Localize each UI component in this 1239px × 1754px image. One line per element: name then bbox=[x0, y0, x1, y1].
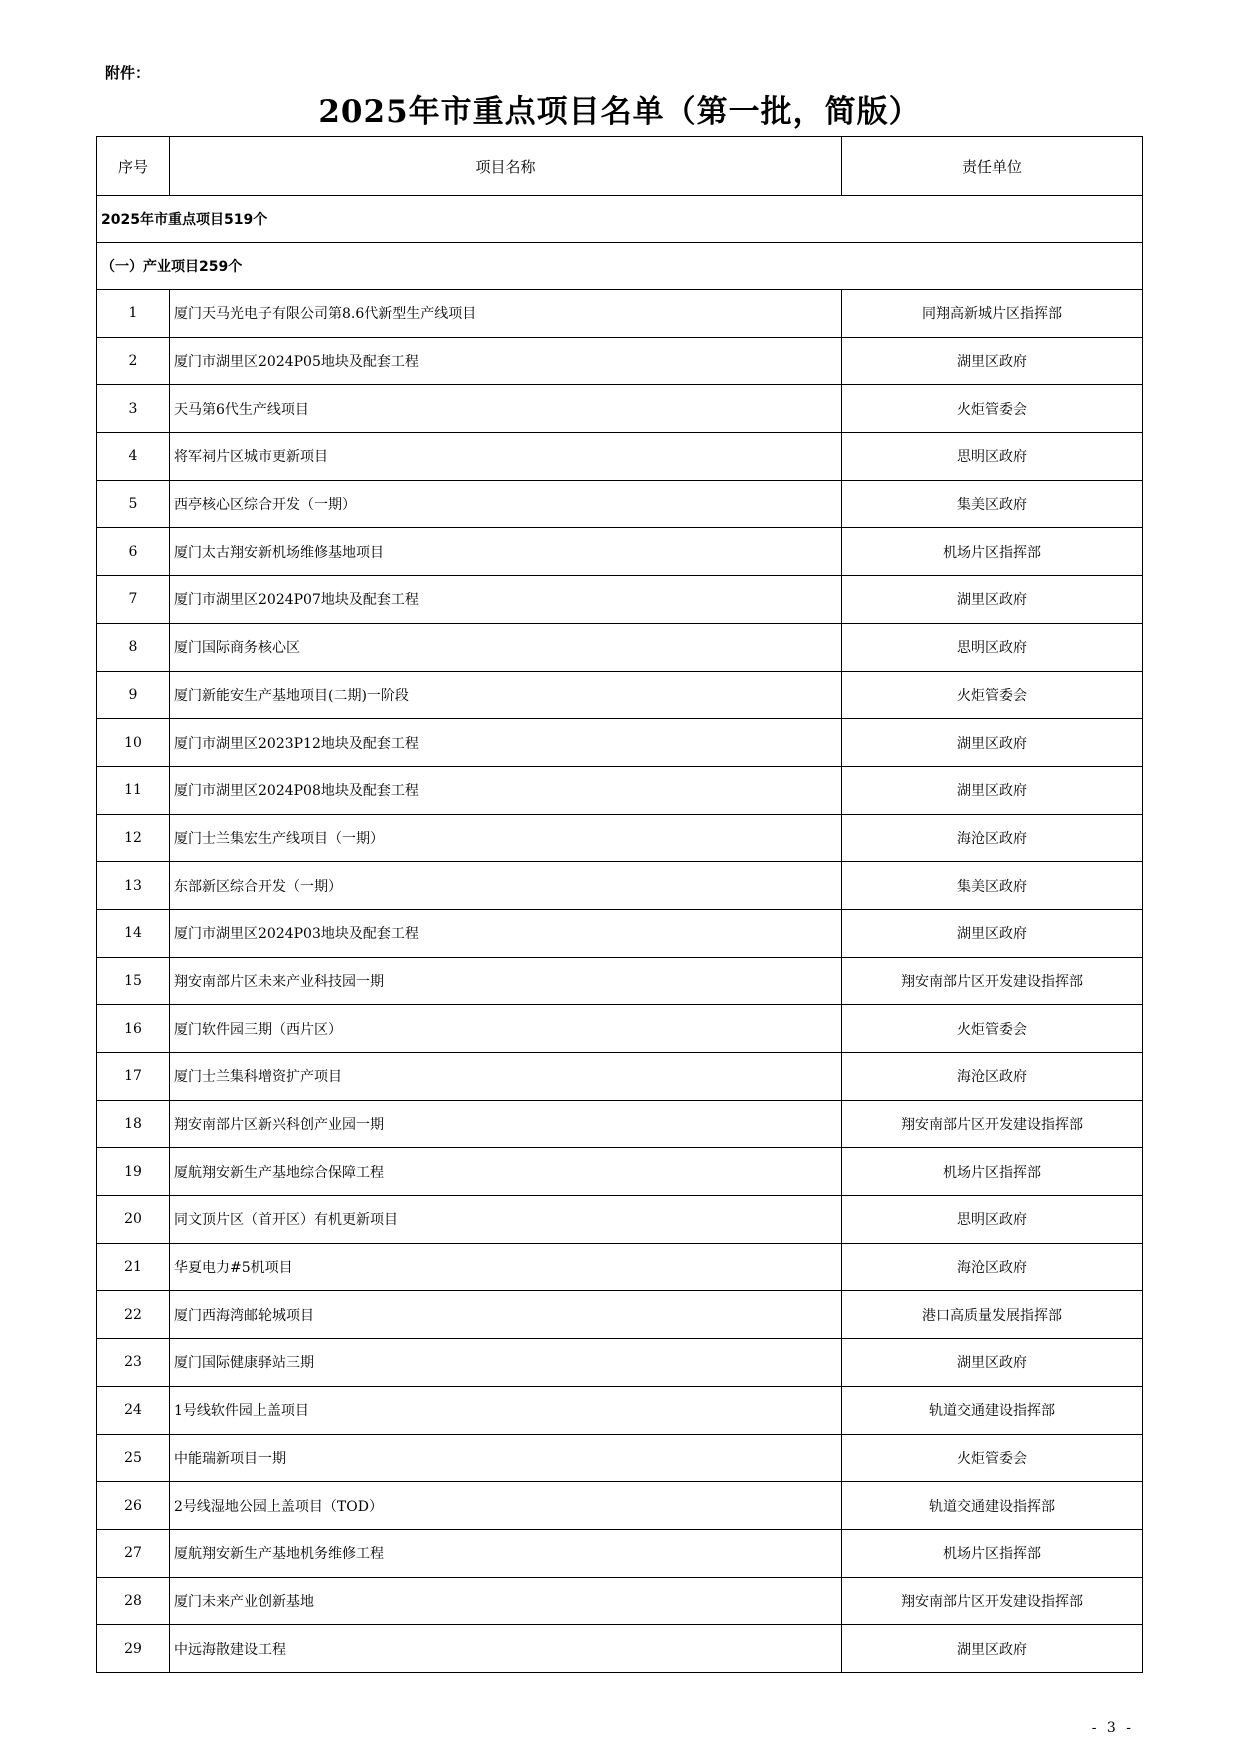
serial-cell: 7 bbox=[97, 576, 170, 624]
serial-cell: 29 bbox=[97, 1625, 170, 1673]
responsible-unit-cell: 湖里区政府 bbox=[842, 1625, 1143, 1673]
responsible-unit-cell: 思明区政府 bbox=[842, 433, 1143, 481]
table-row bbox=[97, 480, 1143, 528]
responsible-unit-cell: 集美区政府 bbox=[842, 862, 1143, 910]
responsible-unit-cell: 海沧区政府 bbox=[842, 1053, 1143, 1101]
project-table bbox=[96, 136, 1143, 1673]
table-row bbox=[97, 337, 1143, 385]
project-name-cell: 厦门市湖里区2024P05地块及配套工程 bbox=[170, 337, 842, 385]
project-name-cell: 厦门天马光电子有限公司第8.6代新型生产线项目 bbox=[170, 290, 842, 338]
project-name-cell: 厦门士兰集科增资扩产项目 bbox=[170, 1053, 842, 1101]
responsible-unit-cell: 机场片区指挥部 bbox=[842, 528, 1143, 576]
responsible-unit-cell: 湖里区政府 bbox=[842, 337, 1143, 385]
serial-cell: 23 bbox=[97, 1339, 170, 1387]
project-name-cell: 厦门市湖里区2024P08地块及配套工程 bbox=[170, 766, 842, 814]
table-row bbox=[97, 623, 1143, 671]
table-row bbox=[97, 1482, 1143, 1530]
responsible-unit-cell: 翔安南部片区开发建设指挥部 bbox=[842, 1100, 1143, 1148]
responsible-unit-cell: 港口高质量发展指挥部 bbox=[842, 1291, 1143, 1339]
category-label: （一）产业项目259个 bbox=[97, 243, 1143, 290]
table-row bbox=[97, 766, 1143, 814]
project-name-cell: 东部新区综合开发（一期） bbox=[170, 862, 842, 910]
table-row bbox=[97, 1339, 1143, 1387]
serial-cell: 26 bbox=[97, 1482, 170, 1530]
project-name-cell: 厦门士兰集宏生产线项目（一期） bbox=[170, 814, 842, 862]
page-title: 2025年市重点项目名单（第一批，简版） bbox=[318, 94, 921, 130]
serial-cell: 5 bbox=[97, 480, 170, 528]
total-section-row bbox=[97, 196, 1143, 243]
responsible-unit-cell: 火炬管委会 bbox=[842, 1434, 1143, 1482]
project-name-cell: 中能瑞新项目一期 bbox=[170, 1434, 842, 1482]
responsible-unit-cell: 火炬管委会 bbox=[842, 385, 1143, 433]
table-row bbox=[97, 1196, 1143, 1244]
project-name-cell: 厦门新能安生产基地项目(二期)一阶段 bbox=[170, 671, 842, 719]
project-name-cell: 厦门软件园三期（西片区） bbox=[170, 1005, 842, 1053]
project-name-cell: 天马第6代生产线项目 bbox=[170, 385, 842, 433]
header-responsible-unit: 责任单位 bbox=[842, 137, 1143, 196]
project-name-cell: 西亭核心区综合开发（一期） bbox=[170, 480, 842, 528]
table-row bbox=[97, 862, 1143, 910]
project-name-cell: 厦门国际健康驿站三期 bbox=[170, 1339, 842, 1387]
serial-cell: 13 bbox=[97, 862, 170, 910]
table-header-row bbox=[97, 137, 1143, 196]
serial-cell: 12 bbox=[97, 814, 170, 862]
serial-cell: 2 bbox=[97, 337, 170, 385]
project-name-cell: 同文顶片区（首开区）有机更新项目 bbox=[170, 1196, 842, 1244]
serial-cell: 25 bbox=[97, 1434, 170, 1482]
responsible-unit-cell: 轨道交通建设指挥部 bbox=[842, 1482, 1143, 1530]
serial-cell: 20 bbox=[97, 1196, 170, 1244]
responsible-unit-cell: 火炬管委会 bbox=[842, 671, 1143, 719]
serial-cell: 11 bbox=[97, 766, 170, 814]
project-name-cell: 厦门市湖里区2023P12地块及配套工程 bbox=[170, 719, 842, 767]
project-name-cell: 厦门未来产业创新基地 bbox=[170, 1577, 842, 1625]
attachment-label: 附件： bbox=[105, 64, 151, 82]
project-name-cell: 厦门西海湾邮轮城项目 bbox=[170, 1291, 842, 1339]
project-name-cell: 厦航翔安新生产基地机务维修工程 bbox=[170, 1529, 842, 1577]
total-label: 2025年市重点项目519个 bbox=[97, 196, 1143, 243]
serial-cell: 14 bbox=[97, 909, 170, 957]
serial-cell: 10 bbox=[97, 719, 170, 767]
header-project-name: 项目名称 bbox=[170, 137, 842, 196]
table-row bbox=[97, 1529, 1143, 1577]
project-name-cell: 2号线湿地公园上盖项目（TOD） bbox=[170, 1482, 842, 1530]
responsible-unit-cell: 海沧区政府 bbox=[842, 1243, 1143, 1291]
responsible-unit-cell: 湖里区政府 bbox=[842, 576, 1143, 624]
serial-cell: 8 bbox=[97, 623, 170, 671]
responsible-unit-cell: 机场片区指挥部 bbox=[842, 1529, 1143, 1577]
table-row bbox=[97, 1100, 1143, 1148]
table-row bbox=[97, 1053, 1143, 1101]
responsible-unit-cell: 火炬管委会 bbox=[842, 1005, 1143, 1053]
project-name-cell: 1号线软件园上盖项目 bbox=[170, 1386, 842, 1434]
table-row bbox=[97, 1005, 1143, 1053]
responsible-unit-cell: 湖里区政府 bbox=[842, 1339, 1143, 1387]
table-row bbox=[97, 1434, 1143, 1482]
table-row bbox=[97, 528, 1143, 576]
project-name-cell: 厦门太古翔安新机场维修基地项目 bbox=[170, 528, 842, 576]
serial-cell: 28 bbox=[97, 1577, 170, 1625]
project-name-cell: 中远海散建设工程 bbox=[170, 1625, 842, 1673]
responsible-unit-cell: 机场片区指挥部 bbox=[842, 1148, 1143, 1196]
header-serial: 序号 bbox=[97, 137, 170, 196]
table-row bbox=[97, 814, 1143, 862]
table-row bbox=[97, 1577, 1143, 1625]
responsible-unit-cell: 湖里区政府 bbox=[842, 766, 1143, 814]
responsible-unit-cell: 轨道交通建设指挥部 bbox=[842, 1386, 1143, 1434]
responsible-unit-cell: 集美区政府 bbox=[842, 480, 1143, 528]
serial-cell: 1 bbox=[97, 290, 170, 338]
responsible-unit-cell: 思明区政府 bbox=[842, 1196, 1143, 1244]
serial-cell: 22 bbox=[97, 1291, 170, 1339]
project-name-cell: 厦门市湖里区2024P07地块及配套工程 bbox=[170, 576, 842, 624]
serial-cell: 24 bbox=[97, 1386, 170, 1434]
table-row bbox=[97, 719, 1143, 767]
project-name-cell: 翔安南部片区新兴科创产业园一期 bbox=[170, 1100, 842, 1148]
category-section-row bbox=[97, 243, 1143, 290]
serial-cell: 9 bbox=[97, 671, 170, 719]
table-row bbox=[97, 671, 1143, 719]
serial-cell: 6 bbox=[97, 528, 170, 576]
table-row bbox=[97, 1625, 1143, 1673]
project-name-cell: 将军祠片区城市更新项目 bbox=[170, 433, 842, 481]
project-name-cell: 华夏电力#5机项目 bbox=[170, 1243, 842, 1291]
serial-cell: 4 bbox=[97, 433, 170, 481]
table-row bbox=[97, 909, 1143, 957]
project-name-cell: 厦门市湖里区2024P03地块及配套工程 bbox=[170, 909, 842, 957]
project-name-cell: 厦航翔安新生产基地综合保障工程 bbox=[170, 1148, 842, 1196]
table-row bbox=[97, 433, 1143, 481]
table-row bbox=[97, 1386, 1143, 1434]
serial-cell: 17 bbox=[97, 1053, 170, 1101]
serial-cell: 16 bbox=[97, 1005, 170, 1053]
table-row bbox=[97, 1148, 1143, 1196]
table-row bbox=[97, 1243, 1143, 1291]
serial-cell: 15 bbox=[97, 957, 170, 1005]
serial-cell: 18 bbox=[97, 1100, 170, 1148]
responsible-unit-cell: 湖里区政府 bbox=[842, 909, 1143, 957]
project-name-cell: 厦门国际商务核心区 bbox=[170, 623, 842, 671]
table-row bbox=[97, 1291, 1143, 1339]
responsible-unit-cell: 翔安南部片区开发建设指挥部 bbox=[842, 1577, 1143, 1625]
serial-cell: 19 bbox=[97, 1148, 170, 1196]
serial-cell: 3 bbox=[97, 385, 170, 433]
responsible-unit-cell: 翔安南部片区开发建设指挥部 bbox=[842, 957, 1143, 1005]
responsible-unit-cell: 湖里区政府 bbox=[842, 719, 1143, 767]
responsible-unit-cell: 海沧区政府 bbox=[842, 814, 1143, 862]
project-name-cell: 翔安南部片区未来产业科技园一期 bbox=[170, 957, 842, 1005]
table-row bbox=[97, 385, 1143, 433]
page-number: - 3 - bbox=[1091, 1720, 1134, 1736]
table-row bbox=[97, 957, 1143, 1005]
responsible-unit-cell: 思明区政府 bbox=[842, 623, 1143, 671]
table-row bbox=[97, 576, 1143, 624]
serial-cell: 27 bbox=[97, 1529, 170, 1577]
responsible-unit-cell: 同翔高新城片区指挥部 bbox=[842, 290, 1143, 338]
serial-cell: 21 bbox=[97, 1243, 170, 1291]
table-row bbox=[97, 290, 1143, 338]
